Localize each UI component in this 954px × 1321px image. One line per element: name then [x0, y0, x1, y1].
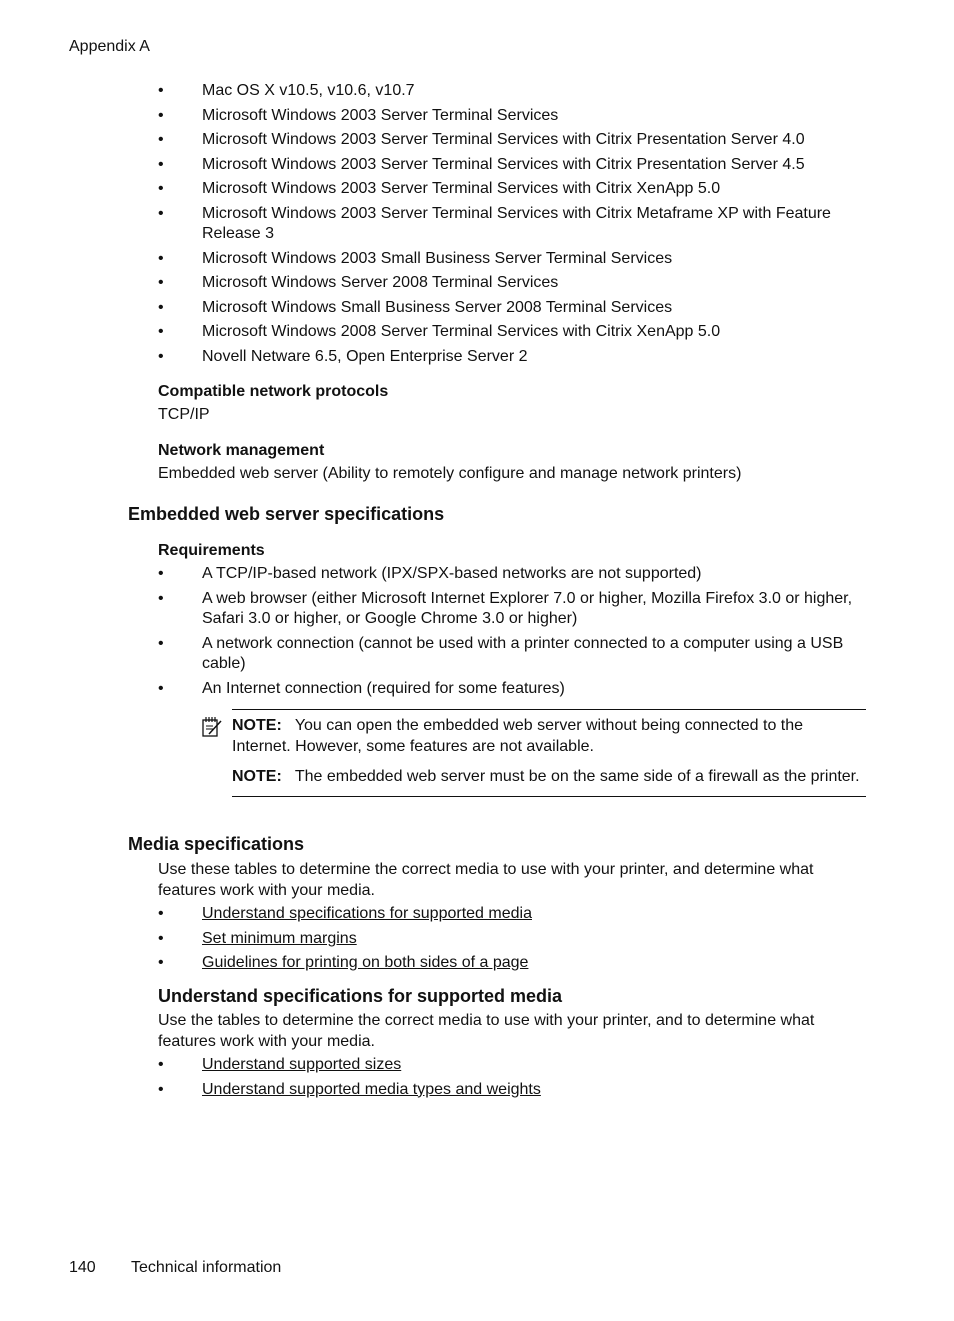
list-item: [158, 322, 868, 343]
bullet: •: [158, 82, 164, 99]
link-media-types-weights[interactable]: Understand supported media types and weights: [202, 1080, 541, 1098]
bullet: •: [158, 180, 164, 197]
bullet: •: [158, 298, 164, 316]
list-item-text: Microsoft Windows Small Business Server 2008 Terminal Services: [202, 298, 673, 316]
protocols-heading: Compatible network protocols: [158, 383, 389, 400]
bullet: •: [158, 274, 164, 291]
list-item-text: A TCP/IP-based network (IPX/SPX-based networks are not supported): [202, 565, 702, 582]
list-item: [158, 298, 868, 319]
list-item: [158, 204, 868, 245]
media-intro: Use these tables to determine the correct media to use with your printer, and determine what features work with your media.: [158, 861, 814, 899]
note-text: The embedded web server must be on the same side of a firewall as the printer.: [294, 768, 860, 785]
requirements-heading: Requirements: [158, 542, 265, 559]
bullet: •: [158, 249, 164, 267]
list-item-text: Mac OS X v10.5, v10.6, v10.7: [202, 82, 415, 99]
list-item-text: Microsoft Windows Server 2008 Terminal Services: [202, 274, 559, 291]
list-item: [158, 589, 868, 630]
list-item: [158, 273, 868, 294]
list-item: [158, 634, 868, 675]
ews-heading: Embedded web server specifications: [128, 504, 445, 524]
list-item: [158, 106, 868, 127]
list-item: [158, 179, 868, 200]
bullet: •: [158, 905, 164, 922]
media-links: [158, 904, 868, 978]
bullet: •: [158, 131, 164, 148]
note-icon: [201, 715, 223, 739]
footer-section: Technical information: [131, 1259, 282, 1276]
note-label: NOTE:: [232, 768, 282, 785]
link-minimum-margins[interactable]: Set minimum margins: [202, 929, 357, 947]
protocols-text: TCP/IP: [158, 406, 210, 423]
bullet: •: [158, 954, 164, 971]
list-item-text: Microsoft Windows 2003 Server Terminal Services with Citrix Presentation Server 4.5: [202, 155, 805, 173]
list-item: [158, 1055, 868, 1076]
list-item: [158, 679, 868, 700]
list-item: [158, 155, 868, 176]
list-item-text: A network connection (cannot be used with a printer connected to a computer using a USB cable): [202, 634, 844, 672]
requirements-list: [158, 564, 868, 703]
bullet: •: [158, 929, 164, 947]
bullet: •: [158, 589, 164, 607]
note-box: [232, 709, 866, 797]
bullet: •: [158, 634, 164, 652]
network-management-text: Embedded web server (Ability to remotely configure and manage network printers): [158, 465, 742, 482]
link-both-sides[interactable]: Guidelines for printing on both sides of a page: [202, 954, 529, 971]
list-item: [158, 1080, 868, 1101]
media-heading: Media specifications: [128, 834, 305, 854]
bullet: •: [158, 155, 164, 173]
list-item-text: Microsoft Windows 2003 Server Terminal Services: [202, 106, 559, 124]
list-item-text: A web browser (either Microsoft Internet Explorer 7.0 or higher, Mozilla Firefox 3.0 or higher, Safari 3.0 or higher, or Google Chrome 3.0 or higher): [202, 589, 853, 627]
list-item: [158, 929, 868, 950]
supported-media-heading: Understand specifications for supported media: [158, 986, 563, 1006]
list-item-text: Novell Netware 6.5, Open Enterprise Server 2: [202, 347, 528, 365]
list-item-text: An Internet connection (required for some features): [202, 679, 565, 697]
supported-media-intro: Use the tables to determine the correct media to use with your printer, and to determine what features work with your media.: [158, 1012, 815, 1050]
list-item-text: Microsoft Windows 2003 Server Terminal Services with Citrix Presentation Server 4.0: [202, 131, 805, 148]
list-item: [158, 564, 868, 585]
bullet: •: [158, 1080, 164, 1098]
list-item-text: Microsoft Windows 2003 Server Terminal Services with Citrix XenApp 5.0: [202, 180, 721, 197]
os-list: [158, 81, 868, 371]
note-2: [232, 757, 866, 796]
list-item: [158, 953, 868, 974]
list-item-text: Microsoft Windows 2003 Small Business Server Terminal Services: [202, 249, 673, 267]
bullet: •: [158, 323, 164, 340]
bullet: •: [158, 679, 164, 697]
list-item-text: Microsoft Windows 2008 Server Terminal Services with Citrix XenApp 5.0: [202, 323, 721, 340]
bullet: •: [158, 204, 164, 222]
list-item-text: Microsoft Windows 2003 Server Terminal Services with Citrix Metaframe XP with Feature Release 3: [202, 204, 831, 242]
note-text: You can open the embedded web server without being connected to the Internet. However, some features are not available.: [232, 717, 804, 755]
list-item: [158, 249, 868, 270]
list-item: [158, 130, 868, 151]
bullet: •: [158, 106, 164, 124]
list-item: [158, 81, 868, 102]
link-supported-media[interactable]: Understand specifications for supported media: [202, 905, 532, 922]
page-number: 140: [69, 1259, 96, 1276]
network-management-heading: Network management: [158, 442, 325, 459]
page-header: Appendix A: [69, 38, 150, 55]
note-label: NOTE:: [232, 717, 282, 734]
link-supported-sizes[interactable]: Understand supported sizes: [202, 1056, 402, 1073]
list-item: [158, 904, 868, 925]
bullet: •: [158, 1056, 164, 1073]
list-item: [158, 347, 868, 368]
bullet: •: [158, 347, 164, 365]
bullet: •: [158, 565, 164, 582]
supported-media-links: [158, 1055, 868, 1104]
note-1: [232, 710, 866, 757]
